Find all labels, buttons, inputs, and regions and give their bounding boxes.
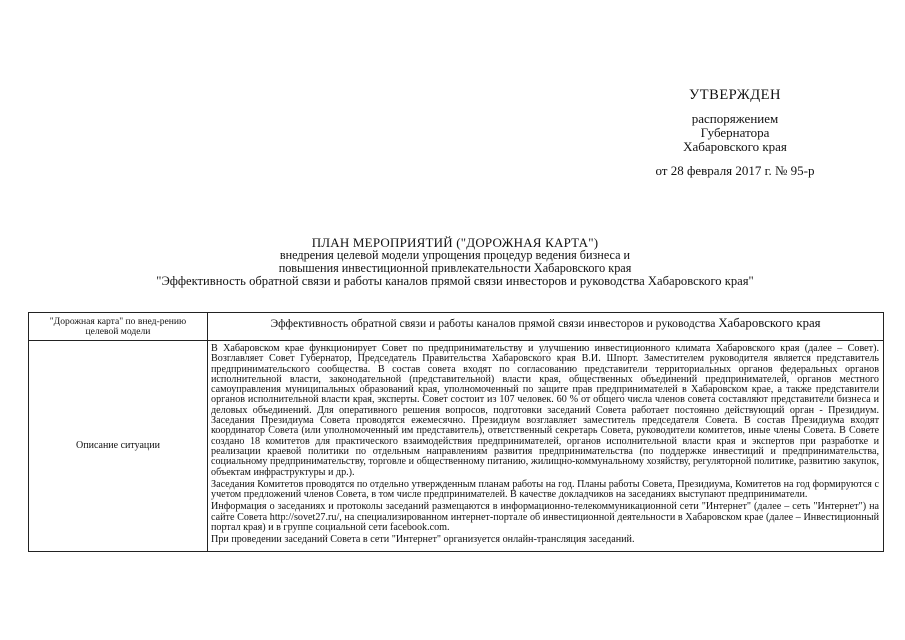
approval-line-order: распоряжением [691, 111, 779, 126]
approval-line-governor: Губернатора [700, 125, 770, 140]
description-body-cell [208, 341, 884, 552]
description-paragraph: Информация о заседаниях и протоколы заседаний размещаются в информационно-телекоммуникационной сети "Интернет" (далее – сеть "Интернет") на сайте Совета http://sovet27.ru/, на специализированном интернет-портале об инвестиционной деятельности в Хабаровском крае (далее – Инвестиционный портал края) и в группе социальной сети facebook.com. [211, 501, 879, 534]
header-value-main: Эффективность обратной связи и работы каналов прямой связи инвесторов и руководства [270, 317, 716, 330]
description-paragraph: В Хабаровском крае функционирует Совет по предпринимательству и улучшению инвестиционного климата Хабаровского края (далее – Совет). Возглавляет Совет Губернатор, Председатель Правительства Хабаровского края В.И. Шпорт. Заместителем руководителя является представитель предпринимательского сообщества. В состав совета входят по согласованию представители территориальных органов федеральных органов исполнительной власти, законодательной (представительной) власти края, общественных объединений предпринимателей, органов местного самоуправления муниципальных образований края, уполномоченный по защите прав предпринимателей в Хабаровском крае, а также представители органов исполнительной власти края, эксперты. Совет состоит из 107 человек. 60 % от общего числа членов совета составляют представители бизнеса и деловых объединений. Для оперативного решения вопросов, подготовки заседаний Совета работает постоянно действующий орган - Президиум. Заседания Президиума Совета проводятся ежемесячно. Президиум возглавляет заместитель председателя Совета. В состав Президиума входят координатор Совета (или уполномоченный им представитель), ответственный секретарь Совета, руководители комитетов, иные члены Совета. В Совете создано 18 комитетов для практического взаимодействия предпринимателей, органов исполнительной власти края и экспертов при разработке и реализации краевой политики по отдельным направлениям развития предпринимательства (по поддержке инвестиций и предпринимательства, социальному предпринимательству, торговле и общественному питанию, жилищно-коммунальному хозяйству, регуляторной политике, развитию закупок, объектам инфраструктуры и др.). [211, 343, 879, 478]
description-paragraph: При проведении заседаний Совета в сети "Интернет" организуется онлайн-трансляция заседаний. [211, 534, 635, 546]
title-line-2: внедрения целевой модели упрощения процедур ведения бизнеса и [279, 248, 631, 262]
table-row-description [29, 341, 884, 552]
description-paragraph: Заседания Комитетов проводятся по отдельно утвержденным планам работы на год. Планы работы Совета, Президиума, Комитетов на год формируются с учетом предложений членов Совета, в том числе предпринимателей. В качестве докладчиков на заседаниях выступают предприниматели. [211, 478, 879, 501]
approval-date: от 28 февраля 2017 г. № 95-р [655, 163, 815, 178]
document-title [40, 236, 870, 288]
title-line-1: ПЛАН МЕРОПРИЯТИЙ ("ДОРОЖНАЯ КАРТА") [311, 235, 599, 250]
header-value-cell [208, 313, 884, 341]
title-line-3: повышения инвестиционной привлекательности Хабаровского края [278, 261, 632, 275]
description-label-cell: Описание ситуации [29, 341, 208, 552]
roadmap-table [28, 312, 884, 552]
approval-line-region: Хабаровского края [683, 139, 787, 154]
header-label-cell: "Дорожная карта" по внед-рению целевой модели [29, 313, 208, 341]
approval-heading: УТВЕРЖДЕН [689, 87, 781, 103]
table-header-row [29, 313, 884, 341]
header-value-tail: Хабаровского края [718, 316, 821, 330]
title-line-4: "Эффективность обратной связи и работы каналов прямой связи инвесторов и руководства Хабаровского края" [156, 274, 754, 288]
approval-stamp [600, 88, 870, 178]
